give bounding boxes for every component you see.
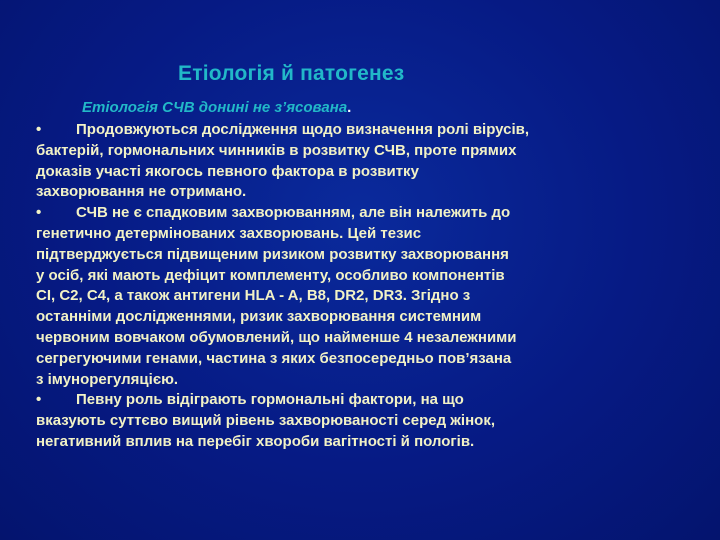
paragraph-line bbox=[36, 120, 704, 141]
paragraph-line: захворювання не отримано. bbox=[36, 183, 247, 201]
paragraph-line: CI, C2, C4, а також антигени HLA - A, B8, DR2, DR3. Згідно з bbox=[36, 287, 471, 305]
paragraph-line: підтверджується підвищеним ризиком розвитку захворювання bbox=[36, 245, 509, 263]
paragraph-line: вказують суттєво вищий рівень захворюваності серед жінок, bbox=[36, 412, 495, 430]
bullet-paragraph bbox=[36, 203, 704, 390]
subtitle-period: . bbox=[347, 99, 352, 116]
bullet-paragraph bbox=[36, 390, 704, 452]
subtitle-text: Етіологія СЧВ донині не з’ясована bbox=[82, 99, 348, 116]
bullet-paragraph bbox=[36, 120, 704, 203]
slide-title: Етіологія й патогенез bbox=[178, 62, 405, 85]
paragraph-line: негативний вплив на перебіг хвороби вагітності й пологів. bbox=[36, 432, 475, 450]
bullet-marker: • bbox=[36, 391, 42, 409]
paragraph-line-text: Певну роль відіграють гормональні фактори, на що bbox=[76, 391, 464, 409]
paragraph-line: з імунорегуляцією. bbox=[36, 370, 179, 388]
bullet-marker: • bbox=[36, 121, 42, 138]
slide-body bbox=[36, 120, 704, 453]
paragraph-line: червоним вовчаком обумовлений, що найменше 4 незалежними bbox=[36, 328, 517, 346]
bullet-marker: • bbox=[36, 204, 42, 222]
paragraph-line: у осіб, які мають дефіцит комплементу, особливо компонентів bbox=[36, 266, 505, 284]
paragraph-line: доказів участі якогось певного фактора в розвитку bbox=[36, 162, 419, 180]
paragraph-line: бактерій, гормональних чинників в розвитку СЧВ, проте прямих bbox=[36, 141, 517, 159]
paragraph-line-text: СЧВ не є спадковим захворюванням, але він належить до bbox=[76, 204, 511, 222]
slide-subtitle bbox=[82, 99, 351, 116]
paragraph-line: генетично детермінованих захворювань. Цей тезис bbox=[36, 224, 422, 242]
paragraph-line: сегрегуючими генами, частина з яких безпосередньо пов’язана bbox=[36, 349, 512, 367]
paragraph-line bbox=[36, 390, 704, 411]
paragraph-line-text: Продовжуються дослідження щодо визначення ролі вірусів, bbox=[76, 121, 530, 138]
paragraph-line bbox=[36, 203, 704, 224]
paragraph-line: останніми дослідженнями, ризик захворювання системним bbox=[36, 308, 482, 326]
